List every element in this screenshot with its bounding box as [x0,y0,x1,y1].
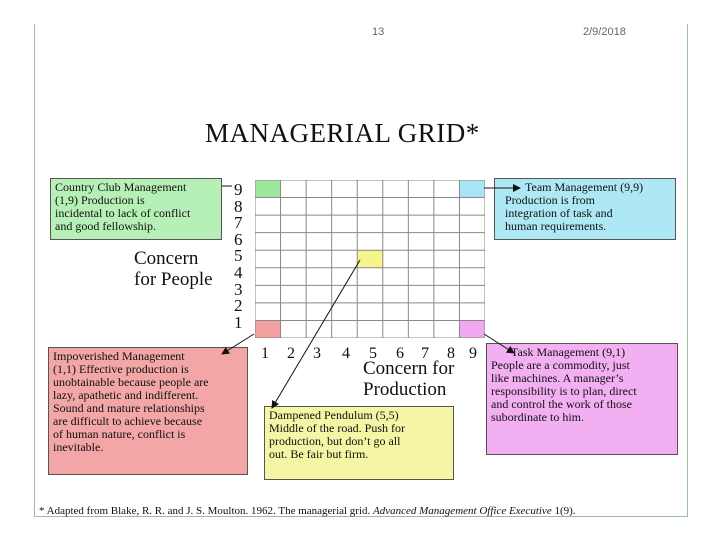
slide-date: 2/9/2018 [583,26,626,38]
x-tick-label: 5 [369,345,377,362]
y-axis-label-line2: for People [134,269,213,290]
x-tick-label: 9 [469,345,477,362]
y-tick-label: 4 [234,263,243,282]
x-tick-label: 1 [261,345,269,362]
pendulum-line: production, but don’t go all [269,434,401,448]
y-tick-label: 7 [234,213,243,233]
country-club-line: incidental to lack of conflict [55,206,191,220]
team-line: Production is from [505,193,595,207]
y-tick-label: 3 [234,279,243,299]
team-title: Team Management (9,9) [525,180,644,194]
team-line: integration of task and [505,206,613,220]
country-club-line: and good fellowship. [55,219,156,233]
y-tick-label: 8 [234,196,243,216]
task-line: and control the work of those [491,397,632,411]
x-tick-label: 8 [447,345,455,362]
impoverished-line: of human nature, conflict is [53,427,186,441]
arrow-impoverished [222,334,254,354]
arrow-task [484,334,514,353]
impoverished-title: Impoverished Management [53,349,185,363]
impoverished-line: are difficult to achieve because [53,414,203,428]
footnote-journal: Advanced Management Office Executive [373,505,552,517]
footnote [39,505,576,517]
x-axis-label-line1: Concern for [363,358,455,379]
slide-number: 13 [372,26,385,38]
task-line: like machines. A manager’s [491,371,624,385]
pendulum-line: out. Be fair but firm. [269,447,369,461]
pendulum-title: Dampened Pendulum (5,5) [269,408,399,422]
x-axis-label-line2: Production [363,379,447,400]
y-tick-label: 2 [234,296,243,316]
team-line: human requirements. [505,219,607,233]
impoverished-line: inevitable. [53,440,104,454]
y-tick-label: 5 [234,246,243,266]
task-line: subordinate to him. [491,410,584,424]
x-tick-label: 4 [342,345,350,362]
y-axis-label-line1: Concern [134,248,199,269]
impoverished-line: (1,1) Effective production is [53,362,189,376]
country-club-line: (1,9) Production is [55,193,145,207]
x-tick-label: 7 [421,345,429,362]
impoverished-line: Sound and mature relationships [53,401,205,415]
task-line: People are a commodity, just [491,358,630,372]
footnote-tail: 1(9). [551,505,576,517]
y-tick-label: 9 [234,180,243,199]
page-title: MANAGERIAL GRID* [205,118,480,148]
task-line: responsibility is to plan, direct [491,384,637,398]
x-tick-label: 3 [313,345,321,362]
x-tick-label: 6 [396,345,404,362]
task-title: Task Management (9,1) [511,345,626,359]
impoverished-line: unobtainable because people are [53,375,209,389]
impoverished-line: lazy, apathetic and indifferent. [53,388,199,402]
x-tick-label: 2 [287,345,295,362]
country-club-title: Country Club Management [55,180,187,194]
pendulum-line: Middle of the road. Push for [269,421,405,435]
footnote-text: * Adapted from Blake, R. R. and J. S. Moulton. 1962. The managerial grid. [39,505,374,517]
y-tick-label: 1 [234,312,243,332]
y-tick-label: 6 [234,229,243,249]
arrow-pendulum [272,260,360,408]
